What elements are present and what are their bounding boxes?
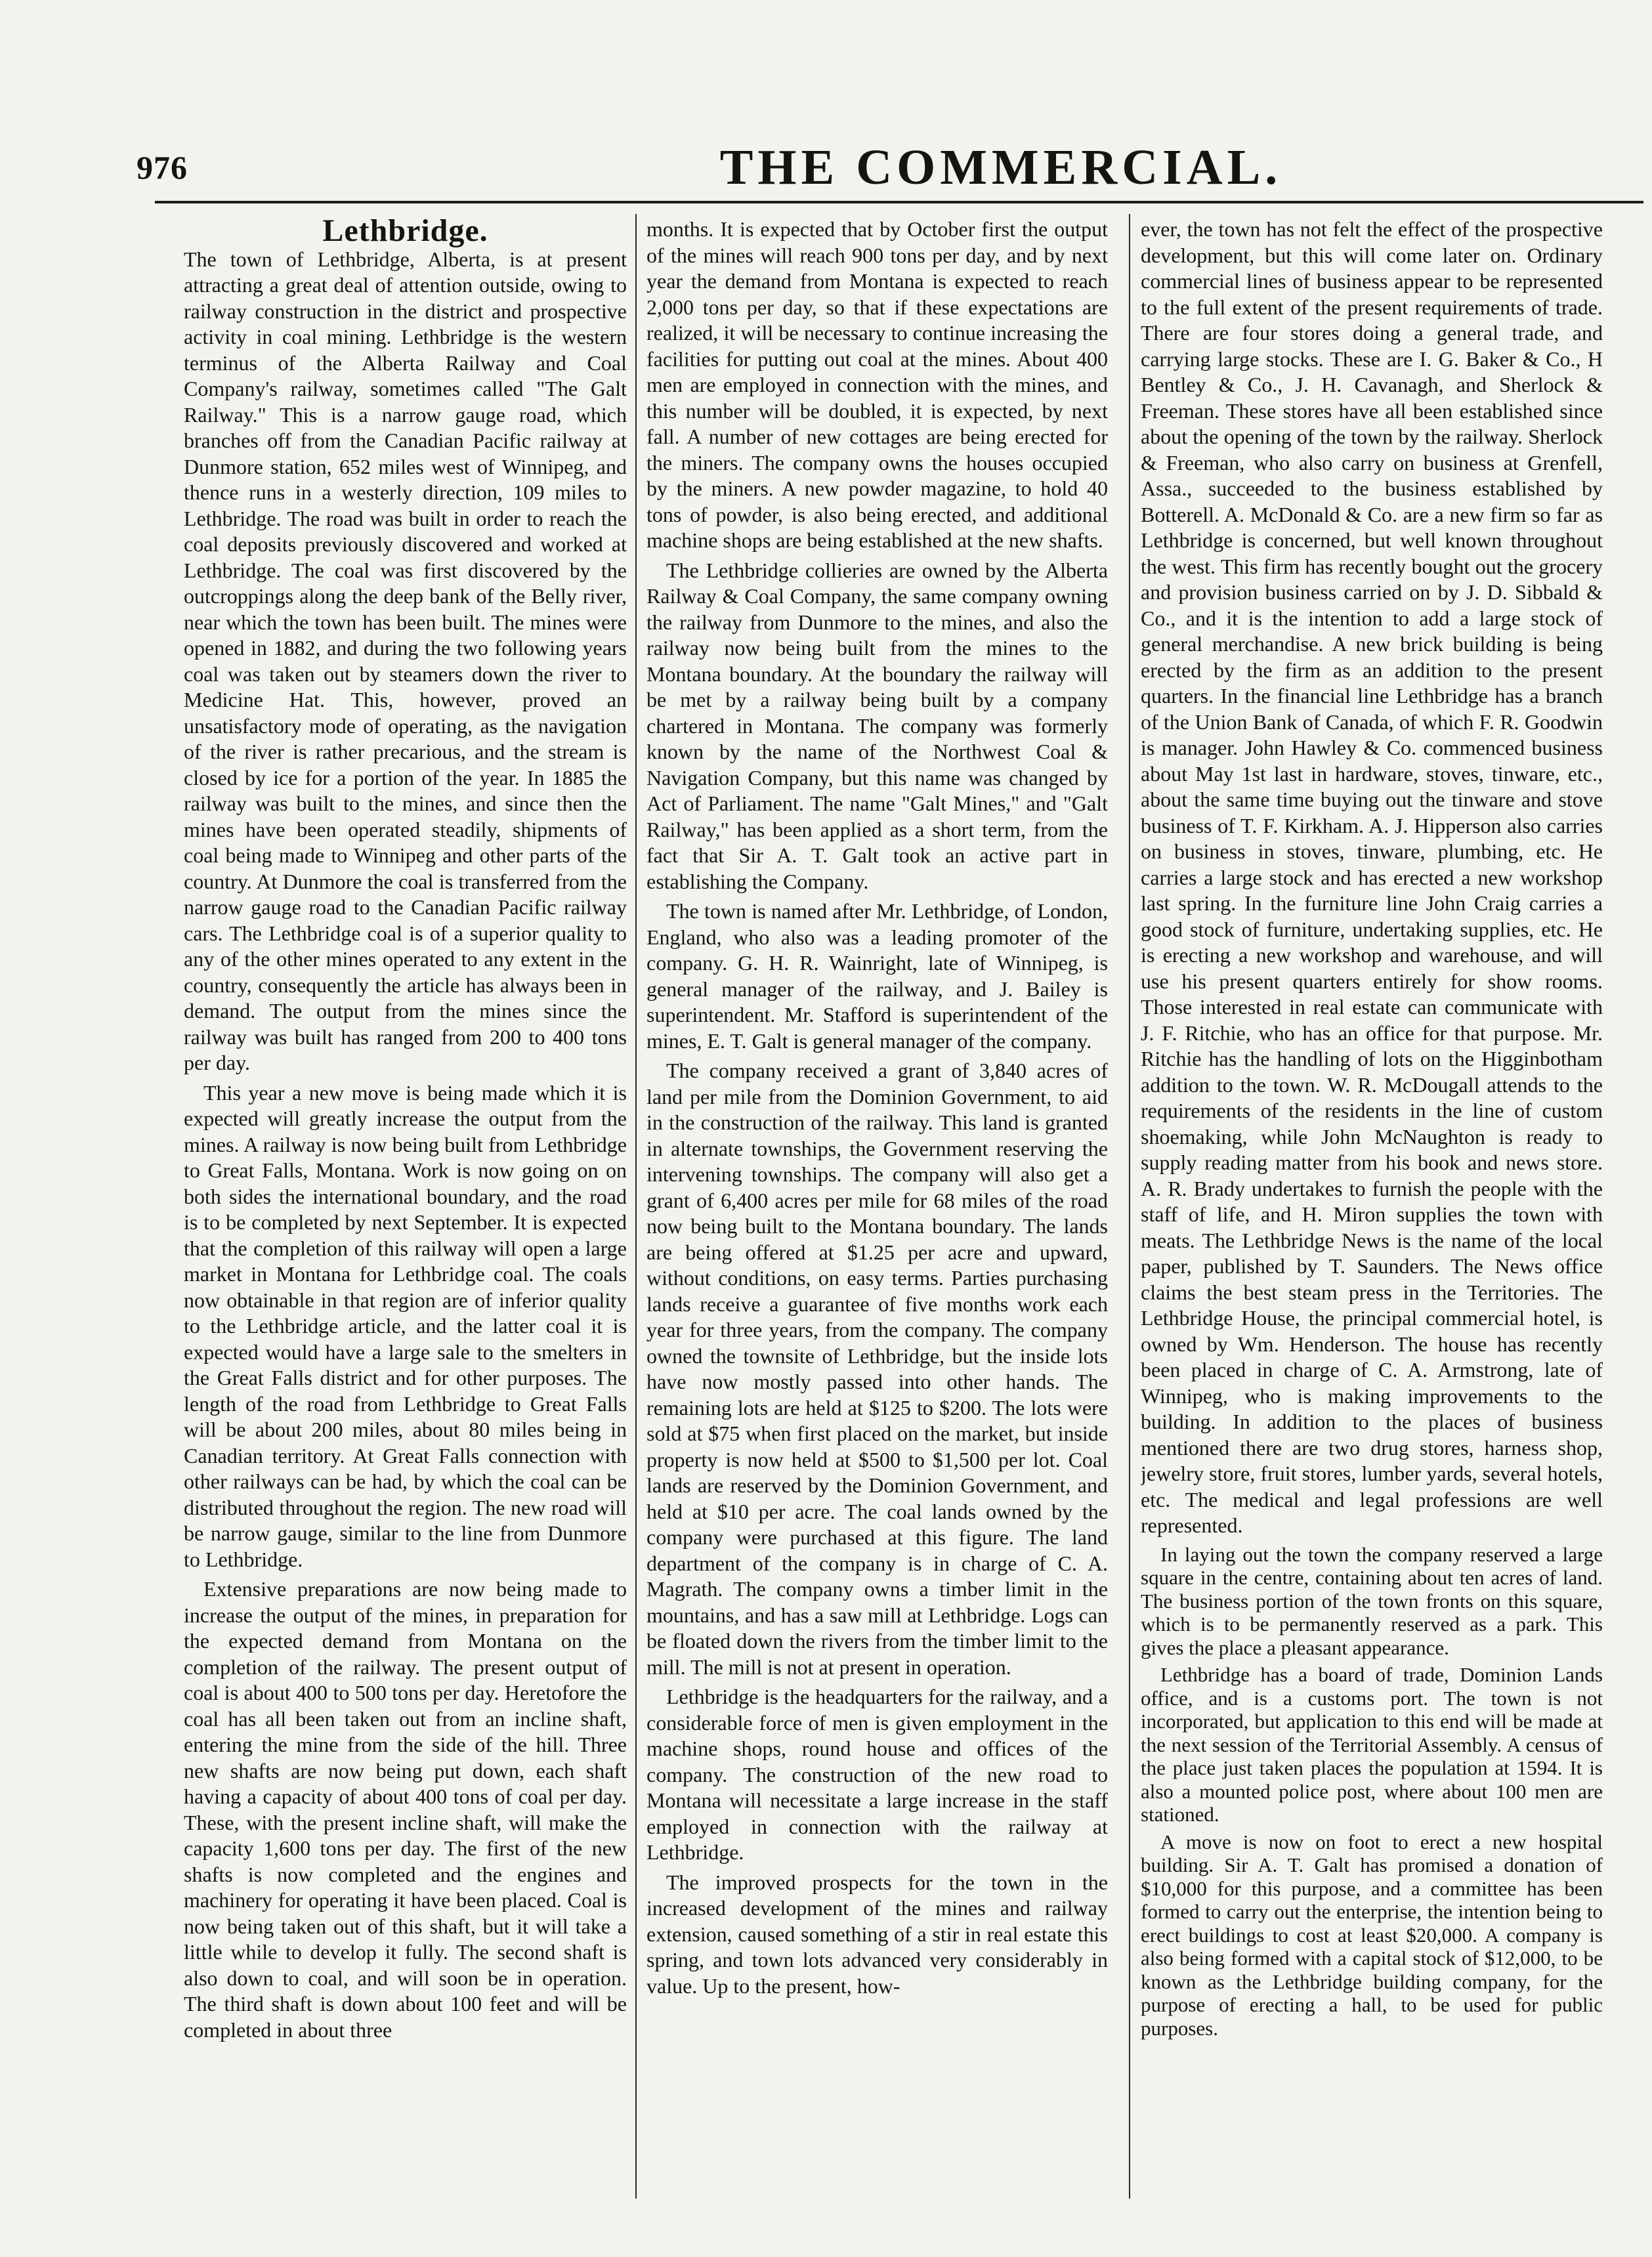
paragraph: The improved prospects for the town in the increased development of the mines and railway extension, caused something of a stir in real estate this spring, and town lots advanced very considerably in value. Up to the present, how- xyxy=(646,1870,1108,1998)
header-rule xyxy=(155,201,1643,203)
paragraph: In laying out the town the company reserved a large square in the centre, containing about ten acres of land. The business portion of the town fronts on this square, which is to be permanently reserved as a park. This gives the place a pleasant appearance. xyxy=(1141,1542,1603,1659)
paragraph: months. It is expected that by October first the output of the mines will reach 900 tons per day, and by next year the demand from Montana is expected to reach 2,000 tons per day, so that if these expectations are realized, it will be necessary to continue increasing the facilities for putting out coal at the mines. About 400 men are employed in connection with the mines, and this number will be doubled, it is expected, by next fall. A number of new cottages are being erected for the miners. The company owns the houses occupied by the miners. A new powder magazine, to hold 40 tons of powder, is also being erected, and additional machine shops are being established at the new shafts. xyxy=(646,217,1108,552)
paragraph: This year a new move is being made which it is expected will greatly increase the output from the mines. A railway is now being built from Lethbridge to Great Falls, Montana. Work is now going on on both sides the international boundary, and the road is to be completed by next September. It is expected that the completion of this railway will open a large market in Montana for Lethbridge coal. The coals now obtainable in that region are of inferior quality to the Lethbridge article, and the latter coal it is expected would have a large sale to the smelters in the Great Falls district and for other purposes. The length of the road from Lethbridge to Great Falls will be about 200 miles, about 80 miles being in Canadian territory. At Great Falls connection with other railways can be had, by which the coal can be distributed throughout the region. The new road will be narrow gauge, similar to the line from Dunmore to Lethbridge. xyxy=(184,1080,627,1571)
masthead-title: THE COMMERCIAL. xyxy=(719,140,1282,195)
paragraph: ever, the town has not felt the effect of the prospective development, but this will come later on. Ordinary commercial lines of business appear to be represented to the full extent of the present requirements of trade. There are four stores doing a general trade, and carrying large stocks. These are I. G. Baker & Co., H Bentley & Co., J. H. Cavanagh, and Sherlock & Freeman. These stores have all been established since about the opening of the town by the railway. Sherlock & Freeman, who also carry on business at Grenfell, Assa., succeeded to the business established by Botterell. A. McDonald & Co. are a new firm so far as Lethbridge is concerned, but well known throughout the west. This firm has recently bought out the grocery and provision business carried on by J. D. Sibbald & Co., and it is the intention to add a large stock of general merchandise. A new brick building is being erected by the firm as an addition to the present quarters. In the financial line Lethbridge has a branch of the Union Bank of Canada, of which F. R. Goodwin is manager. John Hawley & Co. commenced business about May 1st last in hardware, stoves, tinware, etc., about the same time buying out the tinware and stove business of T. F. Kirkham. A. J. Hipperson also carries on business in stoves, tinware, plumbing, etc. He carries a large stock and has erected a new workshop last spring. In the furniture line John Craig carries a good stock of furniture, undertaking supplies, etc. He is erecting a new workshop and warehouse, and will use his present quarters entirely for show rooms. Those interested in real estate can communicate with J. F. Ritchie, who has an office for that purpose. Mr. Ritchie has the handling of lots on the Higginbotham addition to the town. W. R. McDougall attends to the requirements of the residents in the line of custom shoemaking, while John McNaughton is ready to supply reading matter from his book and news store. A. R. Brady undertakes to furnish the people with the staff of life, and H. Miron supplies the town with meats. The Lethbridge News is the name of the local paper, published by T. Saunders. The News office claims the best steam press in the Territories. The Lethbridge House, the principal commercial hotel, is owned by Wm. Henderson. The house has recently been placed in charge of C. A. Armstrong, late of Winnipeg, who is making improvements to the building. In addition to the places of business mentioned there are two drug stores, harness shop, jewelry store, fruit stores, lumber yards, several hotels, etc. The medical and legal professions are well represented. xyxy=(1141,217,1603,1537)
article-column-1 xyxy=(184,217,627,2199)
column-divider xyxy=(635,214,637,2199)
paragraph: Extensive preparations are now being made to increase the output of the mines, in preparation for the expected demand from Montana on the completion of the railway. The present output of coal is about 400 to 500 tons per day. Heretofore the coal has all been taken out from an incline shaft, entering the mine from the side of the hill. Three new shafts are now being put down, each shaft having a capacity of about 400 tons of coal per day. These, with the present incline shaft, will make the capacity 1,600 tons per day. The first of the new shafts is now completed and the engines and machinery for operating it have been placed. Coal is now being taken out of this shaft, but it will take a little while to develop it fully. The second shaft is also down to coal, and will soon be in operation. The third shaft is down about 100 feet and will be completed in about three xyxy=(184,1577,627,2042)
paragraph: The company received a grant of 3,840 acres of land per mile from the Dominion Government, to aid in the construction of the railway. This land is granted in alternate townships, the Government reserving the intervening townships. The company will also get a grant of 6,400 acres per mile for 68 miles of the road now being built to the Montana boundary. The lands are being offered at $1.25 per acre and upward, without conditions, on easy terms. Parties purchasing lands receive a guarantee of five months work each year for three years, from the company. The company owned the townsite of Lethbridge, but the inside lots have now mostly passed into other hands. The remaining lots are held at $125 to $200. The lots were sold at $75 when first placed on the market, but inside property is now held at $500 to $1,500 per lot. Coal lands are reserved by the Dominion Government, and held at $10 per acre. The coal lands owned by the company were purchased at this figure. The land department of the company is in charge of C. A. Magrath. The company owns a timber limit in the mountains, and has a saw mill at Lethbridge. Logs can be floated down the rivers from the timber limit to the mill. The mill is not at present in operation. xyxy=(646,1059,1108,1679)
paragraph: Lethbridge is the headquarters for the railway, and a considerable force of men is given employment in the machine shops, round house and offices of the company. The construction of the new road to Montana will necessitate a large increase in the staff employed in connection with the railway at Lethbridge. xyxy=(646,1685,1108,1864)
article-title: Lethbridge. xyxy=(322,217,488,248)
article-column-2 xyxy=(646,217,1108,2199)
paragraph: The town is named after Mr. Lethbridge, of London, England, who also was a leading promoter of the company. G. H. R. Wainright, late of Winnipeg, is general manager of the railway, and J. Bailey is superintendent. Mr. Stafford is superintendent of the mines, E. T. Galt is general manager of the company. xyxy=(646,899,1108,1053)
page-number: 976 xyxy=(137,149,188,186)
paragraph: Lethbridge has a board of trade, Dominion Lands office, and is a customs port. The town is not incorporated, but application to this end will be made at the next session of the Territorial Assembly. A census of the place just taken places the population at 1594. It is also a mounted police post, where about 100 men are stationed. xyxy=(1141,1663,1603,1826)
column-divider xyxy=(1129,214,1130,2199)
paragraph: The town of Lethbridge, Alberta, is at present attracting a great deal of attention outside, owing to railway construction in the district and prospective activity in coal mining. Lethbridge is the western terminus of the Alberta Railway and Coal Company's railway, sometimes called "The Galt Railway." This is a narrow gauge road, which branches off from the Canadian Pacific railway at Dunmore station, 652 miles west of Winnipeg, and thence runs in a westerly direction, 109 miles to Lethbridge. The road was built in order to reach the coal deposits previously discovered and worked at Lethbridge. The coal was first discovered by the outcroppings along the deep bank of the Belly river, near which the town has been built. The mines were opened in 1882, and during the two following years coal was taken out by steamers down the river to Medicine Hat. This, however, proved an unsatisfactory mode of operating, as the navigation of the river is rather precarious, and the stream is closed by ice for a portion of the year. In 1885 the railway was built to the mines, and since then the mines have been operated steadily, shipments of coal being made to Winnipeg and other parts of the country. At Dunmore the coal is transferred from the narrow gauge road to the Canadian Pacific railway cars. The Lethbridge coal is of a superior quality to any of the other mines operated to any extent in the country, consequently the article has always been in demand. The output from the mines since the railway was built has ranged from 200 to 400 tons per day. xyxy=(184,247,627,1074)
paragraph: A move is now on foot to erect a new hospital building. Sir A. T. Galt has promised a donation of $10,000 for this purpose, and a committee has been formed to carry out the enterprise, the intention being to erect buildings to cost at least $20,000. A company is also being formed with a capital stock of $12,000, to be known as the Lethbridge building company, for the purpose of erecting a hall, to be used for public purposes. xyxy=(1141,1830,1603,2040)
article-column-3 xyxy=(1141,217,1603,2199)
paragraph: The Lethbridge collieries are owned by the Alberta Railway & Coal Company, the same company owning the railway from Dunmore to the mines, and also the railway now being built from the mines to the Montana boundary. At the boundary the railway will be met by a railway being built by a company chartered in Montana. The company was formerly known by the name of the Northwest Coal & Navigation Company, but this name was changed by Act of Parliament. The name "Galt Mines," and "Galt Railway," has been applied as a short term, from the fact that Sir A. T. Galt took an active part in establishing the Company. xyxy=(646,558,1108,893)
